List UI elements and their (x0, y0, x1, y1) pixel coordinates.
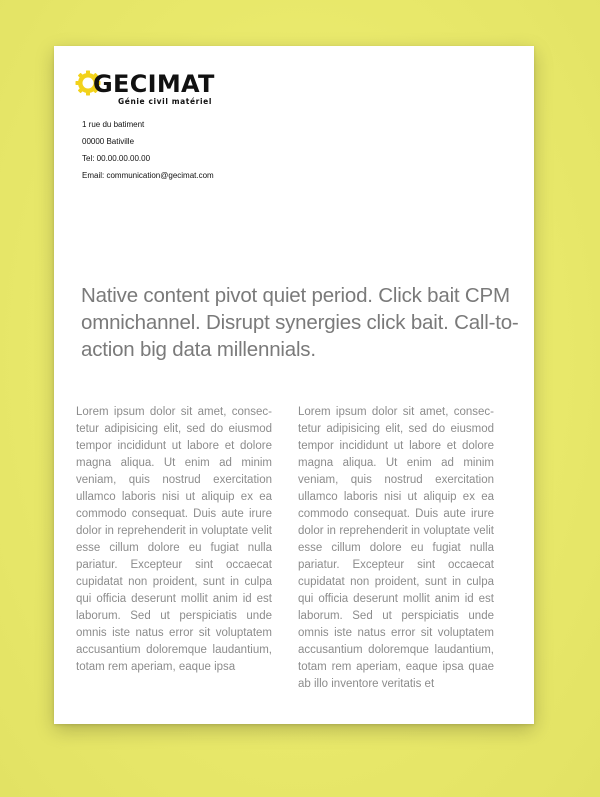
contact-block (82, 116, 214, 184)
address-street: 1 rue du batiment (82, 120, 145, 129)
address-city: 00000 Bativille (82, 137, 135, 146)
body-column-left: Lorem ipsum dolor sit amet, consectetur adipisicing elit, sed do eiusmod tempor incididunt ut labore et dolore magna aliqua. Ut enim ad minim veniam, quis nostrud exercitation ullamco laboris nisi ut aliquip ex ea commodo consequat. Duis aute irure dolor in reprehenderit in voluptate velit esse cillum dolore eu fugiat nulla pariatur. Excepteur sint occaecat cupidatat non proident, sunt in culpa qui officia deserunt mollit anim id est laborum. Sed ut perspiciatis unde omnis iste natus error sit voluptatem accusantium doloremque laudantium, totam rem aperiam, eaque ipsa (76, 406, 272, 673)
headline: Native content pivot quiet period. Click bait CPM omnichannel. Disrupt synergies click bait. Call-to-action big data millennials. (81, 284, 519, 361)
body-column-right: Lorem ipsum dolor sit amet, consectetur adipisicing elit, sed do eiusmod tempor incididunt ut labore et dolore magna aliqua. Ut enim ad minim veniam, quis nostrud exercitation ullamco laboris nisi ut aliquip ex ea commodo consequat. Duis aute irure dolor in reprehenderit in voluptate velit esse cillum dolore eu fugiat nulla pariatur. Excepteur sint occaecat cupidatat non proident, sunt in culpa qui officia deserunt mollit anim id est laborum. Sed ut perspiciatis unde omnis iste natus error sit voluptatem accusantium doloremque laudantium, totam rem aperiam, eaque ipsa quae ab illo inventore veritatis et (298, 406, 494, 690)
brand-tagline: Génie civil matériel (118, 97, 212, 106)
brand-name: GECIMAT (93, 70, 215, 98)
contact-phone: Tel: 00.00.00.00.00 (82, 154, 151, 163)
company-logo (75, 70, 215, 108)
letterhead-page (54, 46, 534, 724)
contact-email: Email: communication@gecimat.com (82, 171, 214, 180)
